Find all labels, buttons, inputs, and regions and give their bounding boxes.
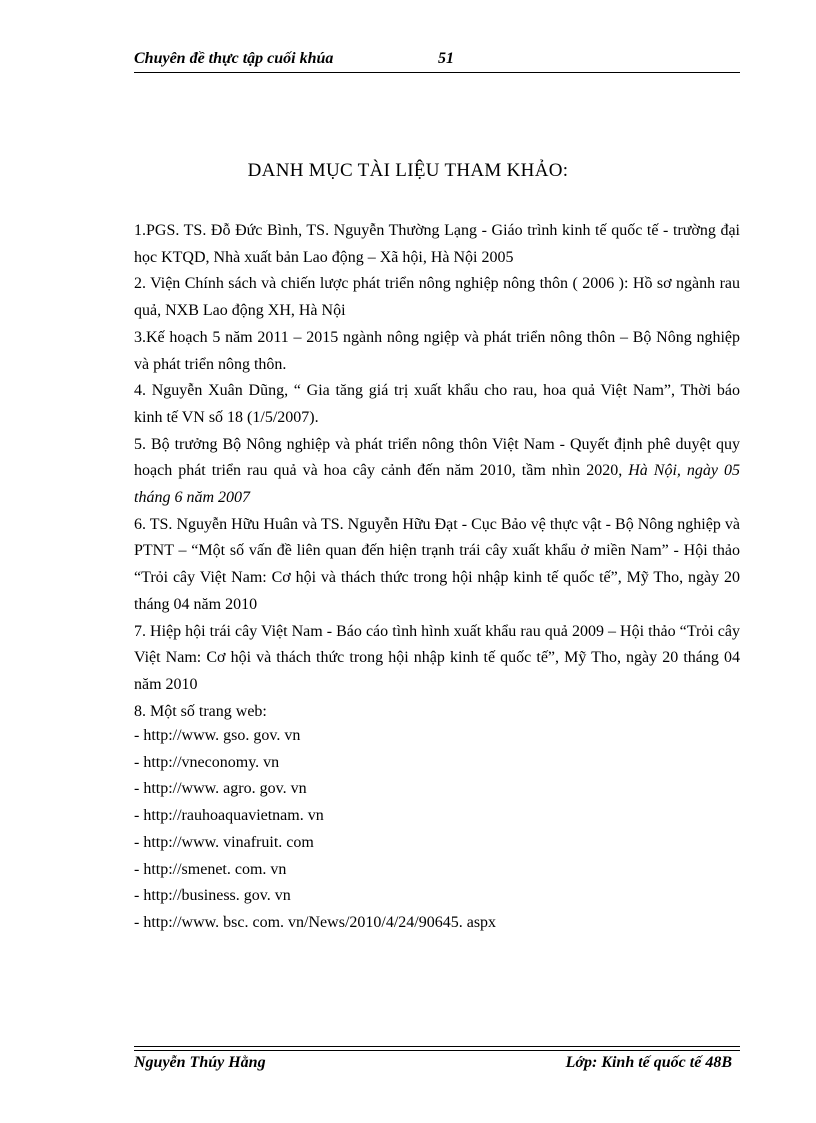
reference-item: 1.PGS. TS. Đỗ Đức Bình, TS. Nguyễn Thường Lạng - Giáo trình kinh tế quốc tế - trường đại học KTQD, Nhà xuất bản Lao động – Xã hội, Hà Nội 2005 bbox=[134, 222, 740, 266]
website-link[interactable]: - http://rauhoaquavietnam. vn bbox=[134, 807, 324, 825]
website-list bbox=[134, 723, 740, 937]
header-title: Chuyên đề thực tập cuối khúa bbox=[134, 50, 334, 67]
reference-item: 5. Bộ trưởng Bộ Nông nghiệp và phát triển nông thôn Việt Nam - Quyết định phê duyệt quy hoạch phát triển rau quả và hoa cây cảnh đến năm 2010, tầm nhìn 2020, Hà Nội, ngày 05 tháng 6 năm 2007 bbox=[134, 435, 740, 507]
page-number: 51 bbox=[438, 50, 454, 67]
website-link[interactable]: - http://www. agro. gov. vn bbox=[134, 780, 307, 798]
website-link[interactable]: - http://smenet. com. vn bbox=[134, 860, 287, 878]
document-title: DANH MỤC TÀI LIỆU THAM KHẢO: bbox=[247, 160, 569, 181]
website-link[interactable]: - http://www. vinafruit. com bbox=[134, 833, 314, 851]
reference-item: 8. Một số trang web: bbox=[134, 702, 267, 720]
footer-rule-top bbox=[134, 1046, 740, 1047]
reference-list bbox=[134, 218, 740, 725]
website-link[interactable]: - http://www. gso. gov. vn bbox=[134, 727, 301, 744]
website-link[interactable]: - http://www. bsc. com. vn/News/2010/4/24/90645. aspx bbox=[134, 913, 497, 931]
reference-item: 2. Viện Chính sách và chiến lược phát triển nông nghiệp nông thôn ( 2006 ): Hồ sơ ngành rau quả, NXB Lao động XH, Hà Nội bbox=[134, 275, 740, 320]
reference-date-italic: Hà Nội, ngày 05 tháng 6 năm 2007 bbox=[134, 462, 740, 507]
reference-item: 7. Hiệp hội trái cây Việt Nam - Báo cáo tình hình xuất khẩu rau quả 2009 – Hội thảo “Trỏi cây Việt Nam: Cơ hội và thách thức trong hội nhập kinh tế quốc tế”, Mỹ Tho, ngày 20 tháng 04 năm 2010 bbox=[134, 622, 740, 693]
reference-item: 3.Kế hoạch 5 năm 2011 – 2015 ngành nông ngiệp và phát triển nông thôn – Bộ Nông nghiệp và phát triển nông thôn. bbox=[134, 328, 740, 373]
footer-rule-bottom bbox=[134, 1050, 740, 1051]
footer-author: Nguyễn Thúy Hằng bbox=[134, 1054, 266, 1071]
footer-class: Lớp: Kinh tế quốc tế 48B bbox=[565, 1054, 732, 1071]
reference-item: 4. Nguyễn Xuân Dũng, “ Gia tăng giá trị xuất khẩu cho rau, hoa quả Việt Nam”, Thời báo kinh tế VN số 18 (1/5/2007). bbox=[134, 382, 740, 426]
reference-item: 6. TS. Nguyễn Hữu Huân và TS. Nguyễn Hữu Đạt - Cục Bảo vệ thực vật - Bộ Nông nghiệp và PTNT – “Một số vấn đề liên quan đến hiện trạnh trái cây xuất khẩu ở miền Nam” - Hội thảo “Trỏi cây Việt Nam: Cơ hội và thách thức trong hội nhập kinh tế quốc tế”, Mỹ Tho, ngày 20 tháng 04 năm 2010 bbox=[134, 515, 740, 613]
page-header bbox=[134, 48, 740, 73]
website-link[interactable]: - http://vneconomy. vn bbox=[134, 753, 280, 771]
website-link[interactable]: - http://business. gov. vn bbox=[134, 887, 291, 905]
